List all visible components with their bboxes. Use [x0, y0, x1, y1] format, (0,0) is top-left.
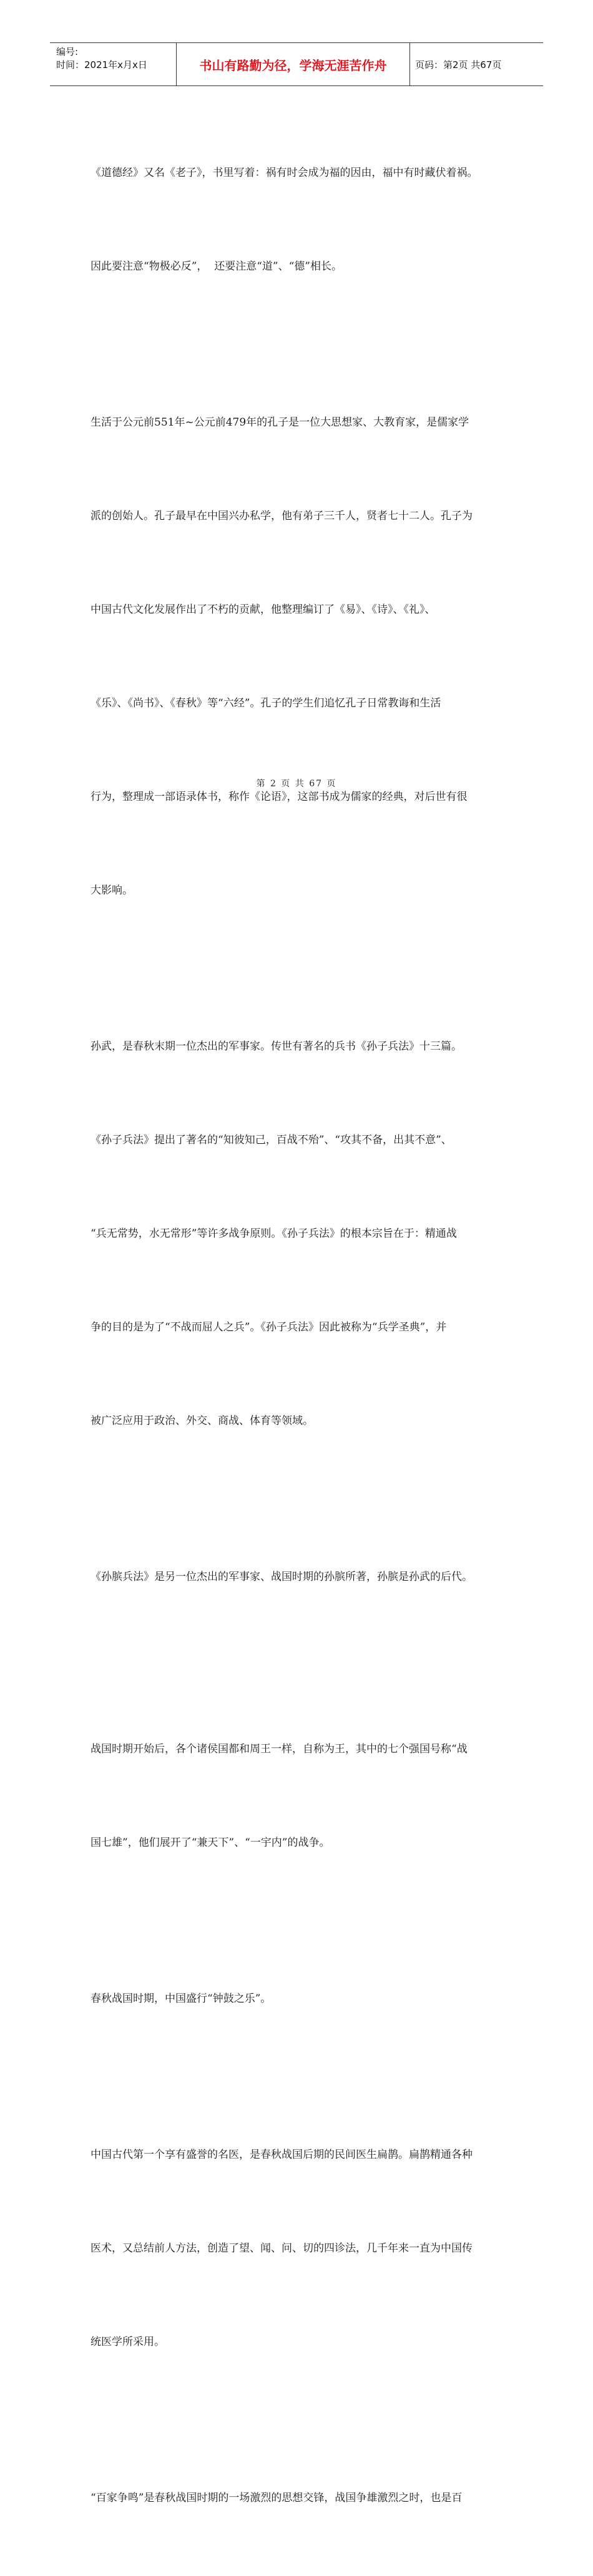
paragraph-sunwu [91, 968, 509, 1499]
text-line: 争的目的是为了“不战而屈人之兵”。《孙子兵法》因此被称为“兵学圣典”，并 [91, 1321, 447, 1334]
text-line: 《乐》、《尚书》、《春秋》等“六经”。孔子的学生们追忆孔子日常教诲和生活 [91, 697, 441, 710]
paragraph-hundred-schools [91, 2420, 509, 2576]
paragraph-warring-states [91, 1671, 509, 1921]
header-meta-cell [50, 43, 177, 85]
text-line: 因此要注意“物极必反”， 还要注意“道”、“德”相长。 [91, 260, 342, 273]
text-line: 大影响。 [91, 884, 133, 897]
document-body [91, 95, 509, 2576]
text-line: 医术，又总结前人方法，创造了望、闻、问、切的四诊法，几千年来一直为中国传 [91, 2242, 473, 2255]
text-line: 生活于公元前551年~公元前479年的孔子是一位大思想家、大教育家，是儒家学 [91, 416, 469, 429]
text-line: 派的创始人。孔子最早在中国兴办私学，他有弟子三千人，贤者七十二人。孔子为 [91, 510, 473, 522]
doc-number-label: 编号: [56, 46, 79, 57]
paragraph-gap [91, 1655, 509, 1671]
header-motto: 书山有路勤为径，学海无涯苦作舟 [177, 43, 410, 85]
page-header [50, 42, 543, 86]
text-line: 孙武，是春秋末期一位杰出的军事家。传世有著名的兵书《孙子兵法》十三篇。 [91, 1040, 462, 1053]
text-line: 被广泛应用于政治、外交、商战、体育等领域。 [91, 1415, 313, 1427]
paragraph-confucius [91, 344, 509, 968]
text-line: “百家争鸣”是春秋战国时期的一场激烈的思想交锋，战国争雄激烈之时，也是百 [91, 2492, 463, 2504]
text-line: 中国古代第一个享有盛誉的名医，是春秋战国后期的民间医生扁鹊。扁鹊精通各种 [91, 2149, 473, 2161]
paragraph-music [91, 1921, 509, 2077]
text-line: 《孙膑兵法》是另一位杰出的军事家、战国时期的孙膑所著，孙膑是孙武的后代。 [91, 1571, 473, 1583]
text-line: 《道德经》又名《老子》，书里写着：祸有时会成为福的因由，福中有时藏伏着祸。 [91, 167, 478, 179]
text-line: 战国时期开始后，各个诸侯国都和周王一样，自称为王，其中的七个强国号称“战 [91, 1743, 468, 1755]
header-page-info: 页码：第2页 共67页 [415, 59, 502, 71]
paragraph-daodejing [91, 95, 509, 344]
text-line: 统医学所采用。 [91, 2336, 165, 2348]
text-line: “兵无常势，水无常形”等许多战争原则。《孙子兵法》的根本宗旨在于：精通战 [91, 1227, 457, 1240]
text-line: 《孙子兵法》提出了著名的“知彼知己，百战不殆”、“攻其不备，出其不意”、 [91, 1134, 452, 1146]
doc-date-label: 时间：2021年x月x日 [56, 59, 147, 71]
paragraph-sunbin [91, 1499, 509, 1655]
text-line: 春秋战国时期，中国盛行“钟鼓之乐”。 [91, 1993, 272, 2005]
page-footer: 第 2 页 共 67 页 [256, 779, 337, 789]
text-line: 行为，整理成一部语录体书，称作《论语》，这部书成为儒家的经典，对后世有很 [91, 791, 468, 803]
text-line: 国七雄”，他们展开了“兼天下”、“一宇内”的战争。 [91, 1837, 330, 1849]
text-line: 中国古代文化发展作出了不朽的贡献，他整理编订了《易》、《诗》、《礼》、 [91, 603, 436, 616]
paragraph-bianque [91, 2077, 509, 2420]
